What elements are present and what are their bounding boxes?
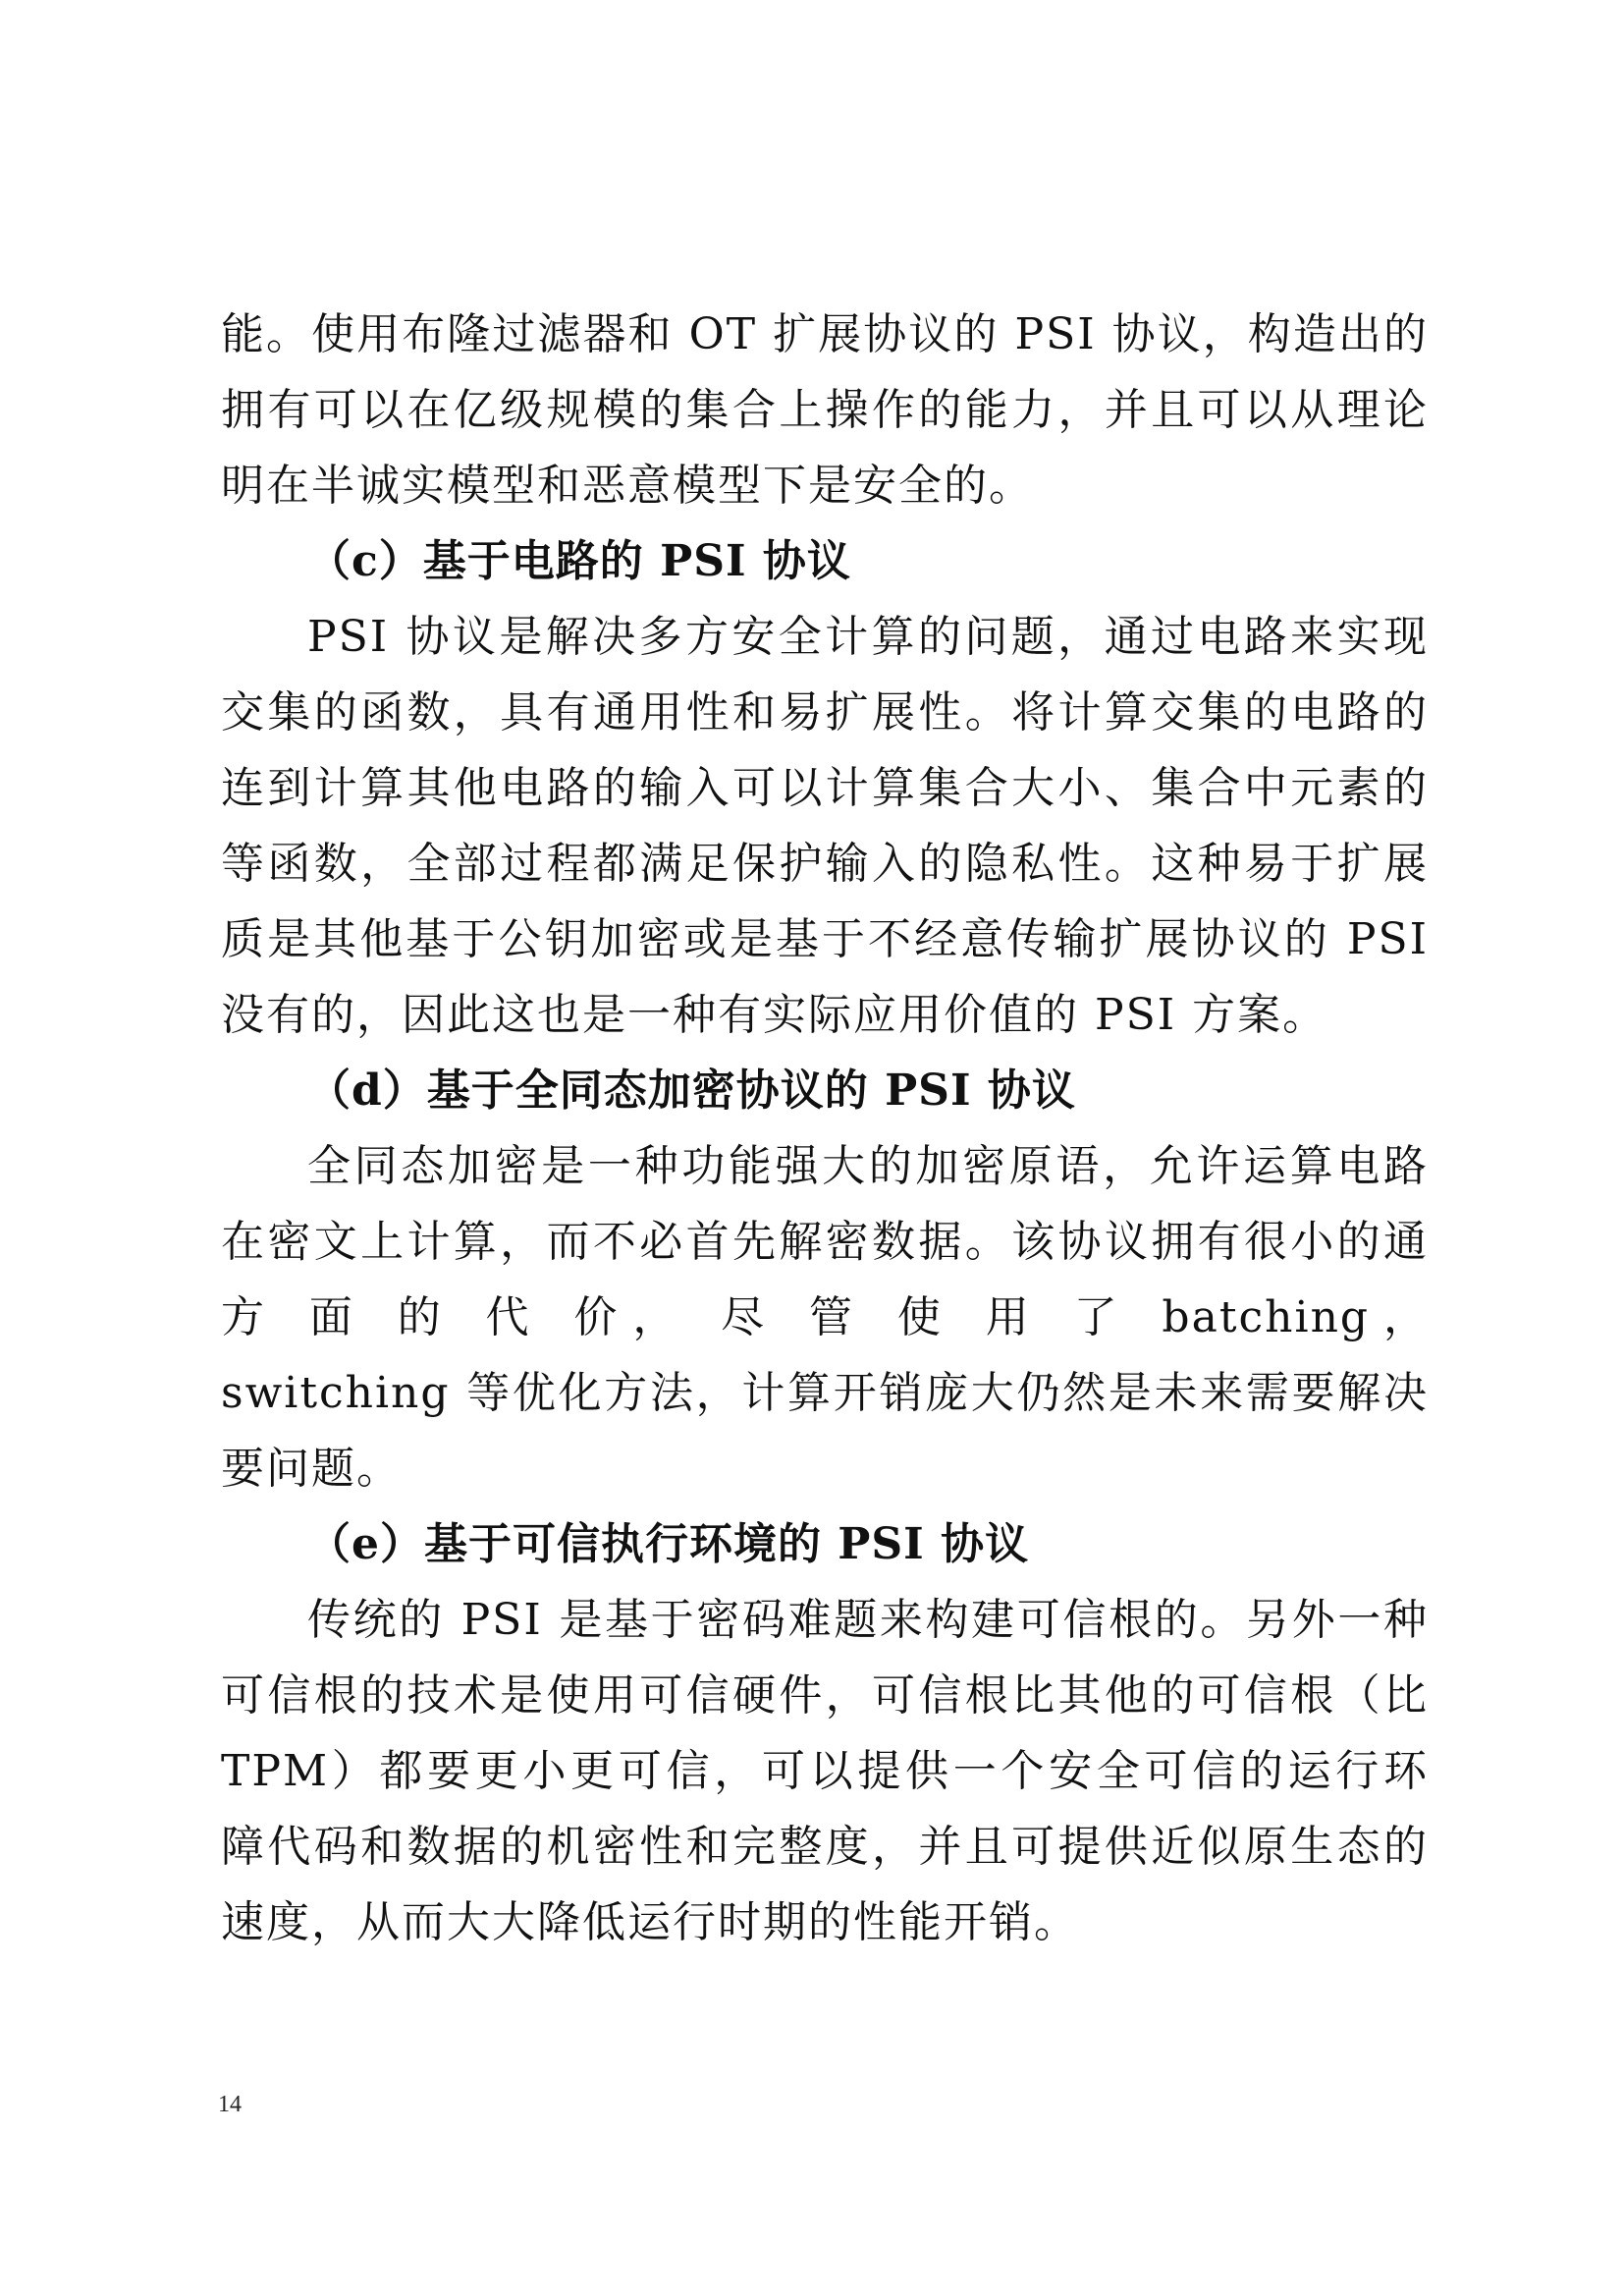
body-text-line: 方 面 的 代 价， 尽 管 使 用 了 batching， xyxy=(221,1292,1429,1342)
section-heading-e: （e）基于可信执行环境的 PSI 协议 xyxy=(307,1519,1030,1569)
body-text-line: 没有的，因此这也是一种有实际应用价值的 PSI 方案。 xyxy=(221,990,1328,1040)
body-text-line: 能。使用布隆过滤器和 OT 扩展协议的 PSI 协议，构造出的 xyxy=(221,309,1429,359)
body-text-line: 在密文上计算，而不必首先解密数据。该协议拥有很小的通 xyxy=(221,1217,1429,1267)
body-text-line: 交集的函数，具有通用性和易扩展性。将计算交集的电路的 xyxy=(221,687,1429,738)
body-text-line: switching 等优化方法，计算开销庞大仍然是未来需要解决 xyxy=(221,1368,1429,1418)
body-text-line: TPM）都要更小更可信，可以提供一个安全可信的运行环 xyxy=(221,1746,1429,1796)
body-text-line: 明在半诚实模型和恶意模型下是安全的。 xyxy=(221,461,1034,511)
section-heading-d: （d）基于全同态加密协议的 PSI 协议 xyxy=(307,1066,1076,1116)
body-text-line: 拥有可以在亿级规模的集合上操作的能力，并且可以从理论 xyxy=(221,385,1429,435)
body-text-line: 等函数，全部过程都满足保护输入的隐私性。这种易于扩展 xyxy=(221,839,1429,889)
body-text-line: 全同态加密是一种功能强大的加密原语，允许运算电路 xyxy=(307,1141,1429,1191)
body-text-line: 可信根的技术是使用可信硬件，可信根比其他的可信根（比 xyxy=(221,1670,1429,1721)
body-text-line: 传统的 PSI 是基于密码难题来构建可信根的。另外一种 xyxy=(307,1595,1429,1645)
body-text-line: 障代码和数据的机密性和完整度，并且可提供近似原生态的 xyxy=(221,1822,1429,1872)
body-text-line: 质是其他基于公钥加密或是基于不经意传输扩展协议的 PSI xyxy=(221,914,1429,964)
body-text-line: 连到计算其他电路的输入可以计算集合大小、集合中元素的 xyxy=(221,763,1429,813)
page-body xyxy=(221,297,1429,1960)
body-text-line: 速度，从而大大降低运行时期的性能开销。 xyxy=(221,1897,1079,1947)
body-text-line: 要问题。 xyxy=(221,1444,402,1494)
body-text-line: PSI 协议是解决多方安全计算的问题，通过电路来实现 xyxy=(307,612,1429,662)
section-heading-c: （c）基于电路的 PSI 协议 xyxy=(307,536,851,586)
page-number: 14 xyxy=(218,2092,242,2117)
